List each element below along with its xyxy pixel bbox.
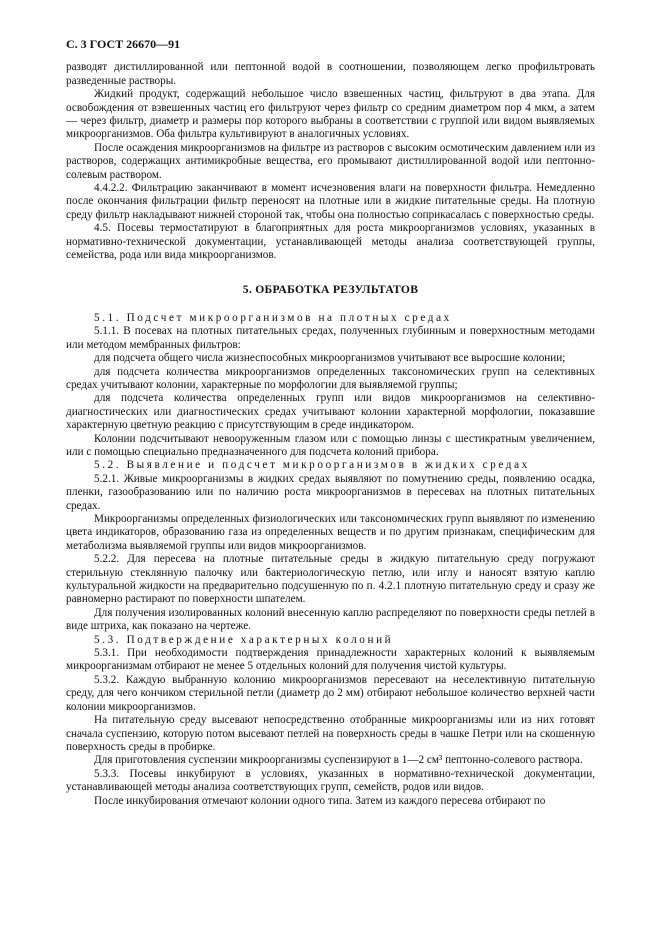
paragraph: Для приготовления суспензии микроорганизмы суспензируют в 1—2 см³ пептонно-солевого раствора. xyxy=(94,754,583,767)
paragraph: На питательную среду высевают непосредственно отобранные микроорганизмы или из них готовят сначала суспензию, которую потом высевают петлей на поверхность среды в чашке Петри или на скошенную поверхность среды в пробирке. xyxy=(66,714,595,753)
paragraph: 5.3.1. При необходимости подтверждения принадлежности характерных колоний к выявляемым микроорганизмам отбирают не менее 5 отдельных колоний для получения чистой культуры. xyxy=(66,647,595,673)
paragraph: 5.2.1. Живые микроорганизмы в жидких средах выявляют по помутнению среды, появлению осадка, пленки, газообразованию или по наличию роста микроорганизмов в пересевах на плотных питательных средах. xyxy=(66,472,595,512)
paragraph: разводят дистиллированной или пептонной водой в соотношении, позволяющем легко профильтровать разведенные растворы. xyxy=(66,61,595,87)
subsection-heading: 5.1. Подсчет микроорганизмов на плотных средах xyxy=(94,311,452,324)
subsection-heading: 5.2. Выявление и подсчет микроорганизмов в жидких средах xyxy=(94,459,530,472)
paragraph: После осаждения микроорганизмов на фильтре из растворов с высоким осмотическим давлением или из растворов, содержащих антимикробные вещества, его промывают дистиллированной водой или пептонно-солевым раствором. xyxy=(66,141,595,181)
paragraph: 5.1.1. В посевах на плотных питательных средах, полученных глубинным и поверхностным методами или методом мембранных фильтров: xyxy=(66,325,595,351)
paragraph: 4.4.2.2. Фильтрацию заканчивают в момент исчезновения влаги на поверхности фильтра. Немедленно после окончания фильтрации фильтр переносят на плотные или в жидкие питательные среды. На плотную среду фильтр накладывают нижней стороной так, чтобы она полностью соприкасалась с поверхностью среды. xyxy=(66,182,595,221)
subsection-heading: 5.3. Подтверждение характерных колоний xyxy=(94,633,394,646)
paragraph: Колонии подсчитывают невооруженным глазом или с помощью линзы с шестикратным увеличением, или с помощью специально предназначенного для подсчета колоний прибора. xyxy=(66,432,595,458)
section-title: 5. ОБРАБОТКА РЕЗУЛЬТАТОВ xyxy=(242,282,419,296)
paragraph: для подсчета общего числа жизнеспособных микроорганизмов учитывают все выросшие колонии; xyxy=(94,352,566,365)
paragraph: 5.3.3. Посевы инкубируют в условиях, указанных в нормативно-технической документации, устанавливающей методы анализа соответствующих групп, семейств, родов или видов. xyxy=(66,767,595,794)
paragraph: для подсчета количества определенных групп или видов микроорганизмов на селективно-диагностических или диагностических средах учитывают колонии характерной морфологии, показавшие характерную цветную реакцию с присутствующим в среде индикатором. xyxy=(66,392,595,432)
paragraph: 4.5. Посевы термостатируют в благоприятных для роста микроорганизмов условиях, указанных в нормативно-технической документации, устанавливающей методы анализа соответствующей группы, семейства, рода или вида микроорганизмов. xyxy=(66,222,595,262)
paragraph: 5.3.2. Каждую выбранную колонию микроорганизмов пересевают на неселективную питательную среду, для чего кончиком стерильной петли (диаметр до 2 мм) отбирают небольшое количество верхней части колонии микроорганизмов. xyxy=(66,673,595,713)
paragraph: Микроорганизмы определенных физиологических или таксономических групп выявляют по изменению цвета индикаторов, образованию газа из определенных веществ и по другим признакам, специфическим для метаболизма выявляемой группы или видов микроорганизмов. xyxy=(66,513,595,552)
paragraph: После инкубирования отмечают колонии одного типа. Затем из каждого пересева отбирают по xyxy=(94,794,546,807)
paragraph: 5.2.2. Для пересева на плотные питательные среды в жидкую питательную среду погружают стерильную стеклянную палочку или бактериологическую петлю, или иглу и наносят взятую каплю культуральной жидкости на предварительно подсушенную по п. 4.2.1 плотную питательную среду и сразу же равномерно растирают по поверхности шпателем. xyxy=(66,553,595,606)
page-header: С. 3 ГОСТ 26670—91 xyxy=(66,37,181,51)
paragraph: Для получения изолированных колоний внесенную каплю распределяют по поверхности среды петлей в виде штриха, как показано на чертеже. xyxy=(66,606,595,633)
paragraph: Жидкий продукт, содержащий небольшое число взвешенных частиц, фильтруют в два этапа. Для освобождения от взвешенных частиц его фильтруют через фильтр со средним диаметром пор 4 мкм, а затем — через фильтр, диаметр и размеры пор которого выбраны в соответствии с группой или видом выявляемых микроорганизмов. Оба фильтра культивируют в аналогичных условиях. xyxy=(66,88,595,141)
paragraph: для подсчета количества микроорганизмов определенных таксономических групп на селективных средах учитывают колонии, характерные по морфологии для выявляемой группы; xyxy=(66,365,595,391)
